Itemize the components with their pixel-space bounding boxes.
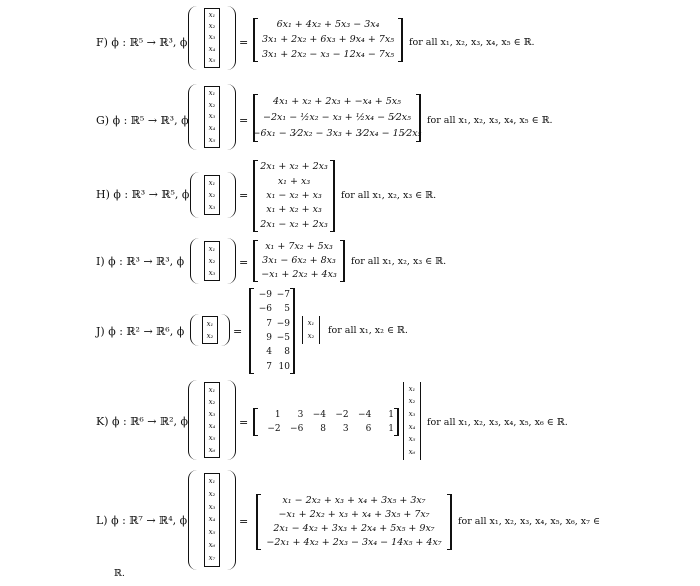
row: x₁ + 7x₂ + 5x₃ xyxy=(265,241,333,253)
row: 3x₁ + 2x₂ + 6x₃ + 9x₄ + 7x₅ xyxy=(261,34,395,45)
problem-k-label: K) ϕ : ℝ⁶ → ℝ², ϕ xyxy=(96,415,189,428)
problem-k-rhs-vector: x₁ x₂ x₃ x₄ x₅ x₆ xyxy=(403,382,421,460)
row: x₁ + x₃ xyxy=(277,175,311,187)
problem-j-rhs-vector: x₁ x₂ xyxy=(302,316,320,344)
equals-sign: = xyxy=(233,325,243,338)
equals-sign: = xyxy=(239,114,249,127)
row: 3x₁ − 6x₂ + 8x₃ xyxy=(262,255,336,267)
problem-k-matrix: 1 3 −4 −2 −4 1 −2 −6 8 3 6 1 xyxy=(253,408,399,436)
problem-j-input-vector: x₁ x₂ xyxy=(202,316,218,344)
equals-sign: = xyxy=(239,416,249,429)
problem-l-domain-continued: ℝ. xyxy=(114,568,125,579)
equals-sign: = xyxy=(239,256,249,269)
problem-l-label: L) ϕ : ℝ⁷ → ℝ⁴, ϕ xyxy=(96,514,188,527)
problem-k-input-vector: x₁ x₂ x₃ x₄ x₅ x₆ xyxy=(204,382,220,458)
problem-k-domain: for all x₁, x₂, x₃, x₄, x₅, x₆ ∈ ℝ. xyxy=(427,417,568,428)
problem-j-matrix: −9 −7 −6 5 7 −9 9 −5 4 8 7 10 xyxy=(249,288,295,374)
problem-j-domain: for all x₁, x₂ ∈ ℝ. xyxy=(328,325,408,336)
row: x₁ − x₂ + x₃ xyxy=(266,189,322,201)
problem-l-output-matrix xyxy=(256,494,452,550)
problem-f-domain: for all x₁, x₂, x₃, x₄, x₅ ∈ ℝ. xyxy=(409,37,535,48)
row: 2x₁ − 4x₂ + 3x₃ + 2x₄ + 5x₅ + 9x₇ xyxy=(273,523,435,535)
problem-h-label: H) ϕ : ℝ³ → ℝ⁵, ϕ xyxy=(96,188,190,201)
equals-sign: = xyxy=(239,36,249,49)
problem-l-input-vector: x₁ x₂ x₃ x₄ x₅ x₆ x₇ xyxy=(204,473,220,567)
row: −6x₁ − 3⁄2x₂ − 3x₃ + 3⁄2x₄ − 15⁄2x₅ xyxy=(252,128,422,140)
row: 3x₁ + 2x₂ − x₃ − 12x₄ − 7x₅ xyxy=(261,48,395,60)
problem-i-domain: for all x₁, x₂, x₃ ∈ ℝ. xyxy=(351,256,447,267)
row: 2x₁ + x₂ + 2x₃ xyxy=(260,161,328,173)
equals-sign: = xyxy=(239,189,249,202)
row: −2x₁ − ½x₂ − x₃ + ½x₄ − 5⁄2x₅ xyxy=(263,112,411,124)
problem-g-label: G) ϕ : ℝ⁵ → ℝ³, ϕ xyxy=(96,114,189,127)
row: 4x₁ + x₂ + 2x₃ + −x₄ + 5x₅ xyxy=(273,96,401,108)
problem-f-output-matrix xyxy=(253,18,403,62)
problem-f-label: F) ϕ : ℝ⁵ → ℝ³, ϕ xyxy=(96,36,188,49)
problem-l-domain: for all x₁, x₂, x₃, x₄, x₅, x₆, x₇ ∈ xyxy=(458,516,601,527)
problem-i-input-vector: x₁ x₂ x₃ xyxy=(204,241,220,281)
problem-h-input-vector: x₁ x₂ x₃ xyxy=(204,175,220,215)
problem-i-output-matrix xyxy=(253,240,345,282)
equals-sign: = xyxy=(239,515,249,528)
row: −2x₁ + 4x₂ + 2x₃ − 3x₄ − 14x₅ + 4x₇ xyxy=(266,537,442,549)
problem-g-domain: for all x₁, x₂, x₃, x₄, x₅ ∈ ℝ. xyxy=(427,115,553,126)
row: x₁ − 2x₂ + x₃ + x₄ + 3x₅ + 3x₇ xyxy=(282,495,426,507)
problem-i-label: I) ϕ : ℝ³ → ℝ³, ϕ xyxy=(96,255,185,268)
problem-f-input-vector: x₁ x₂ x₃ x₄ x₅ xyxy=(204,8,220,68)
problem-j-label: J) ϕ : ℝ² → ℝ⁶, ϕ xyxy=(96,325,185,338)
row: 6x₁ + 4x₂ + 5x₃ − 3x₄ xyxy=(276,19,380,31)
row: x₁ + x₂ + x₃ xyxy=(266,204,322,216)
problem-h-output-matrix xyxy=(253,160,335,232)
problem-g-output-matrix xyxy=(253,94,421,142)
row: −x₁ + 2x₂ + 4x₃ xyxy=(261,269,337,281)
row: 2x₁ − x₂ + 2x₃ xyxy=(260,218,328,230)
problem-g-input-vector: x₁ x₂ x₃ x₄ x₅ xyxy=(204,86,220,148)
row: −x₁ + 2x₂ + x₃ + x₄ + 3x₅ + 7x₇ xyxy=(278,509,430,521)
problem-h-domain: for all x₁, x₂, x₃ ∈ ℝ. xyxy=(341,190,437,201)
